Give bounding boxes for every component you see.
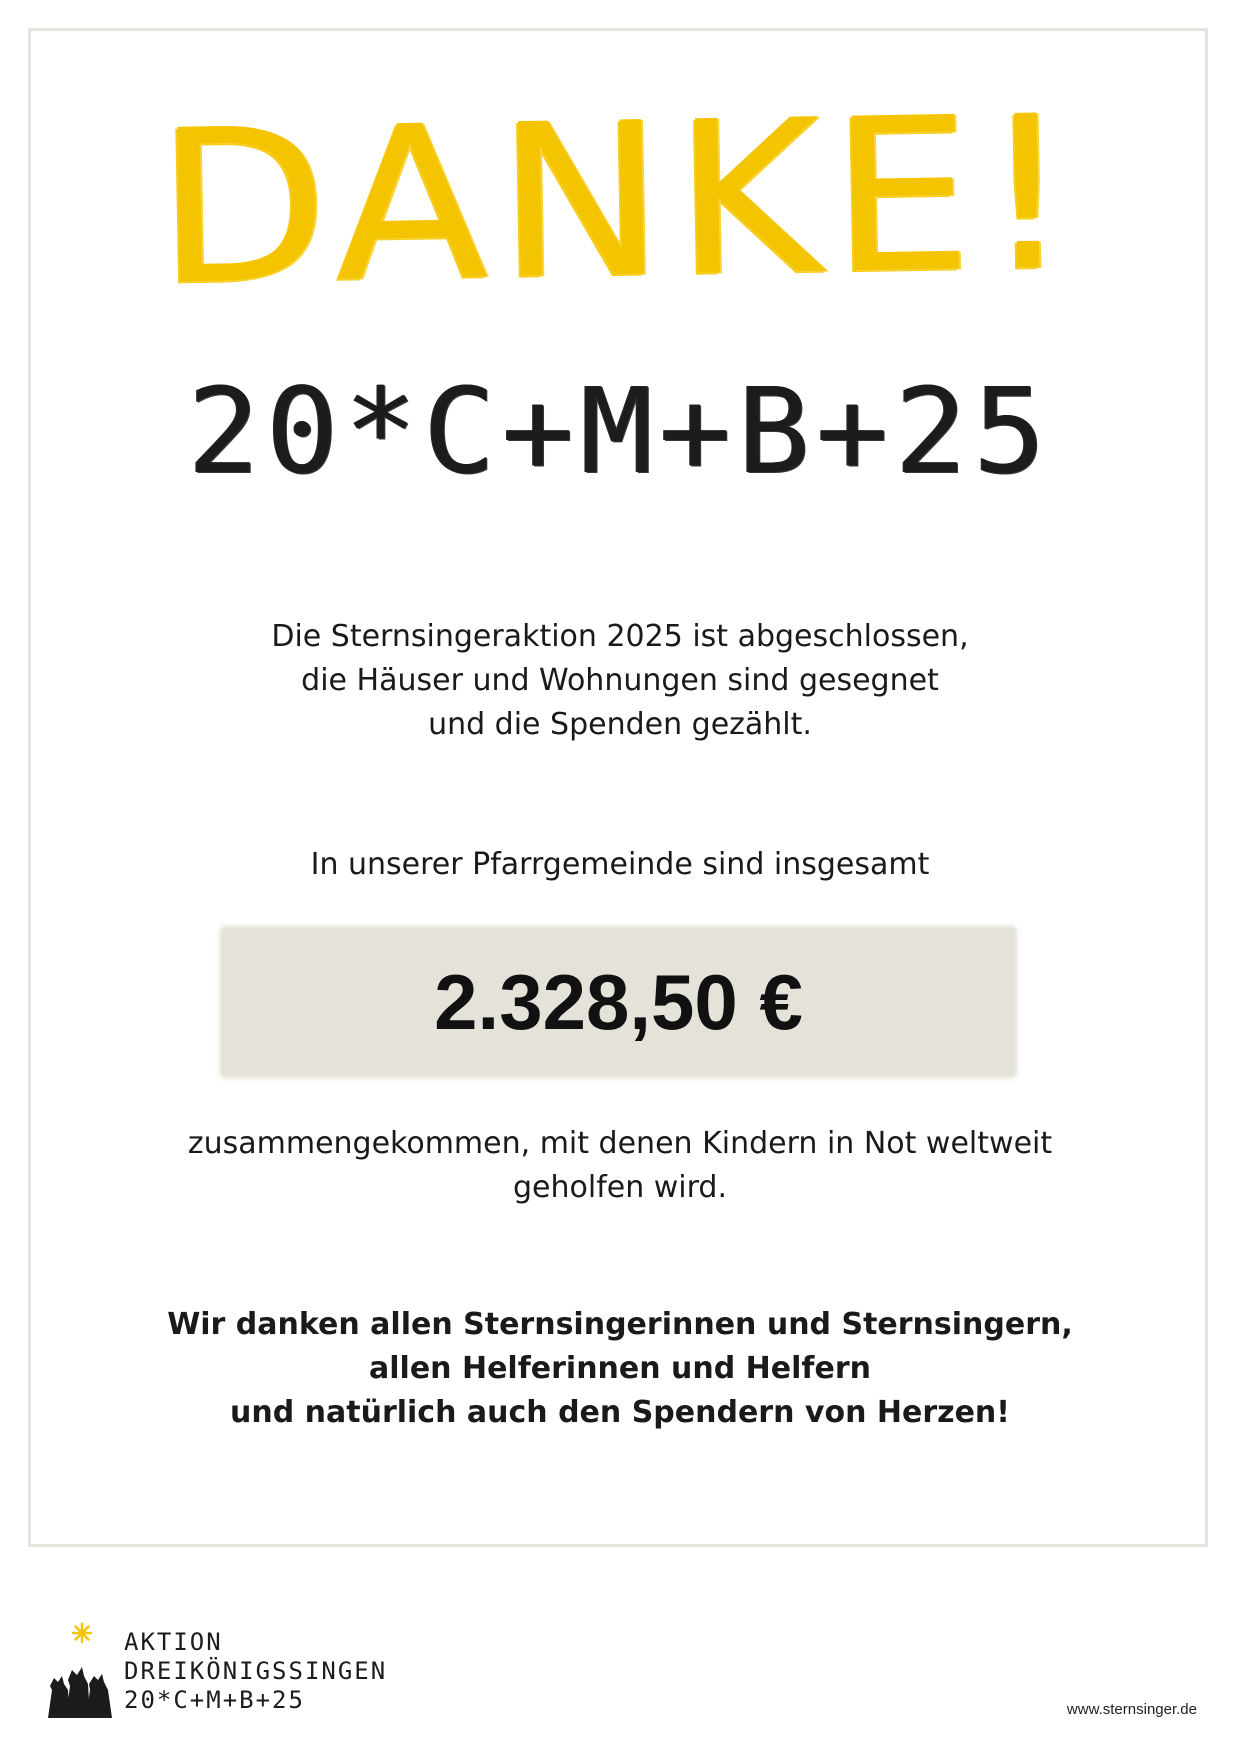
intro-line: die Häuser und Wohnungen sind gesegnet [301,663,939,698]
headline [0,69,1240,332]
thanks-line: Wir danken allen Sternsingerinnen und Sternsingern, [167,1307,1073,1342]
result-paragraph [0,1122,1240,1210]
logo-line: DREIKÖNIGSSINGEN [124,1657,388,1685]
intro-paragraph [0,615,1240,747]
amount-box [222,928,1015,1076]
blessing-text: 20*C+M+B+25 [187,362,1053,500]
aktion-logo [42,1620,388,1720]
three-kings-icon [42,1620,122,1720]
result-line: geholfen wird. [512,1170,728,1205]
donation-amount: 2.328,50 € [434,957,803,1046]
thanks-paragraph [0,1303,1240,1435]
intro-line: und die Spenden gezählt. [428,707,812,742]
star-icon [73,1624,91,1642]
result-line: zusammengekommen, mit denen Kindern in Not weltweit [187,1126,1053,1161]
lead-in-line: In unserer Pfarrgemeinde sind insgesamt [310,847,930,882]
blessing-formula [0,362,1240,500]
logo-line: 20*C+M+B+25 [124,1686,305,1714]
intro-line: Die Sternsingeraktion 2025 ist abgeschlossen, [271,619,969,654]
lead-in-text [0,843,1240,887]
headline-text: DANKE! [155,69,1085,332]
logo-text [124,1628,387,1715]
thanks-line: allen Helferinnen und Helfern [369,1351,871,1386]
logo-line: AKTION [124,1628,223,1656]
website-link[interactable]: www.sternsinger.de [1066,1701,1197,1718]
thanks-line: und natürlich auch den Spendern von Herzen! [230,1395,1010,1430]
